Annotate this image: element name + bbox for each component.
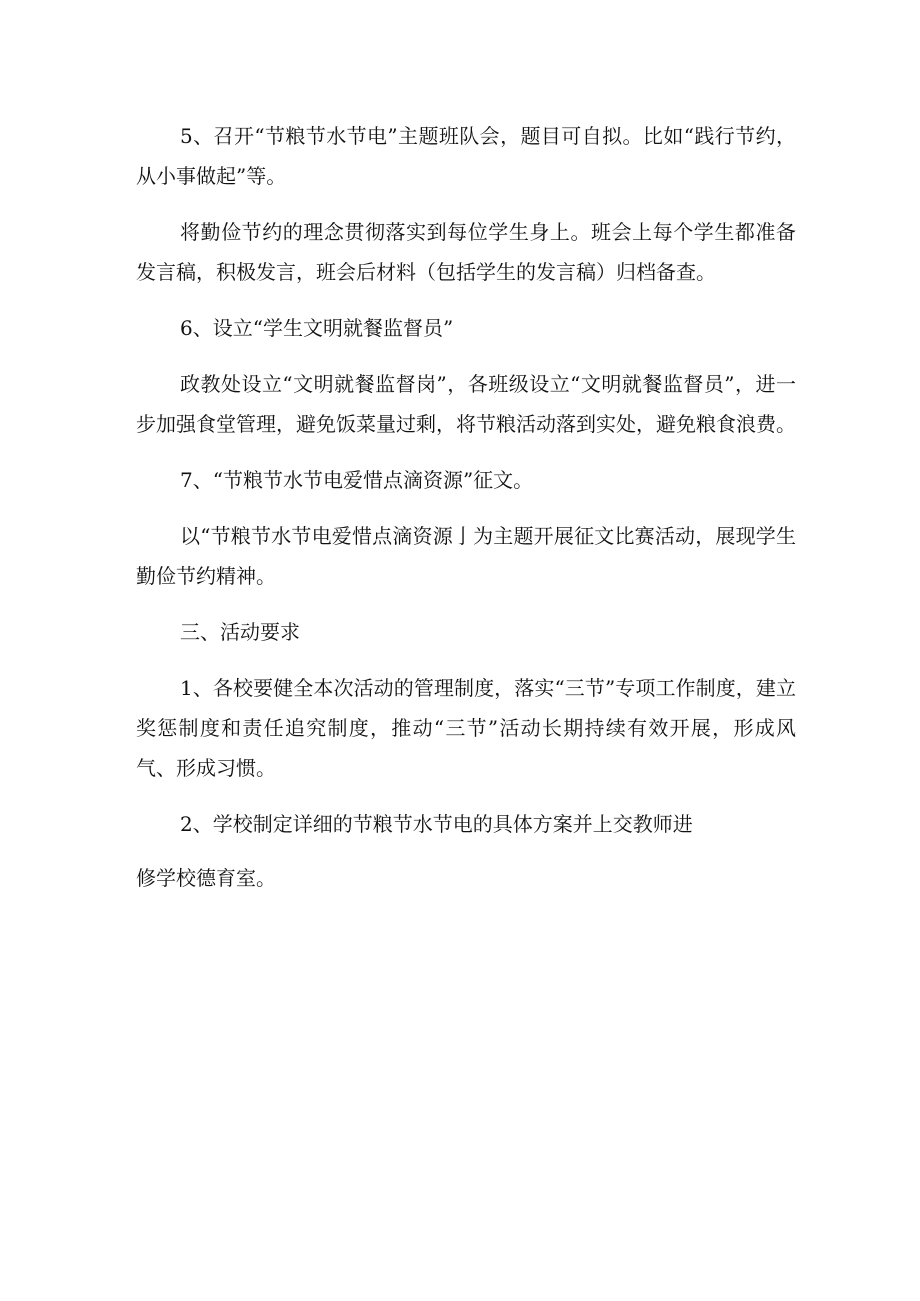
document-body: [136, 116, 796, 914]
paragraph-item-6-heading: 6、设立“学生文明就餐监督员”: [180, 316, 454, 340]
paragraph-item-5-detail: 将勤俭节约的理念贯彻落实到每位学生身上。班会上每个学生都准备发言稿，积极发言，班会后材料（包括学生的发言稿）归档备查。: [136, 220, 796, 284]
paragraph-item-5: 5、召开“节粮节水节电”主题班队会，题目可自拟。比如“践行节约，从小事做起”等。: [136, 124, 796, 188]
paragraph-item-7-detail: 以“节粮节水节电爱惜点滴资源亅为主题开展征文比赛活动，展现学生勤俭节约精神。: [136, 524, 796, 588]
section-heading-requirements: 三、活动要求: [180, 620, 300, 644]
paragraph-requirement-2: 2、学校制定详细的节粮节水节电的具体方案并上交教师进: [180, 812, 693, 836]
paragraph-item-6-detail: 政教处设立“文明就餐监督岗”，各班级设立“文明就餐监督员”，进一步加强食堂管理，避免饭菜量过剩，将节粮活动落到实处，避免粮食浪费。: [136, 372, 796, 436]
paragraph-requirement-1: 1、各校要健全本次活动的管理制度，落实“三节”专项工作制度，建立奖惩制度和责任追究制度，推动“三节”活动长期持续有效开展，形成风气、形成习惯。: [136, 676, 796, 780]
paragraph-requirement-2-continued: 修学校德育室。: [136, 866, 276, 890]
paragraph-item-7-heading: 7、“节粮节水节电爱惜点滴资源”征文。: [180, 468, 534, 492]
